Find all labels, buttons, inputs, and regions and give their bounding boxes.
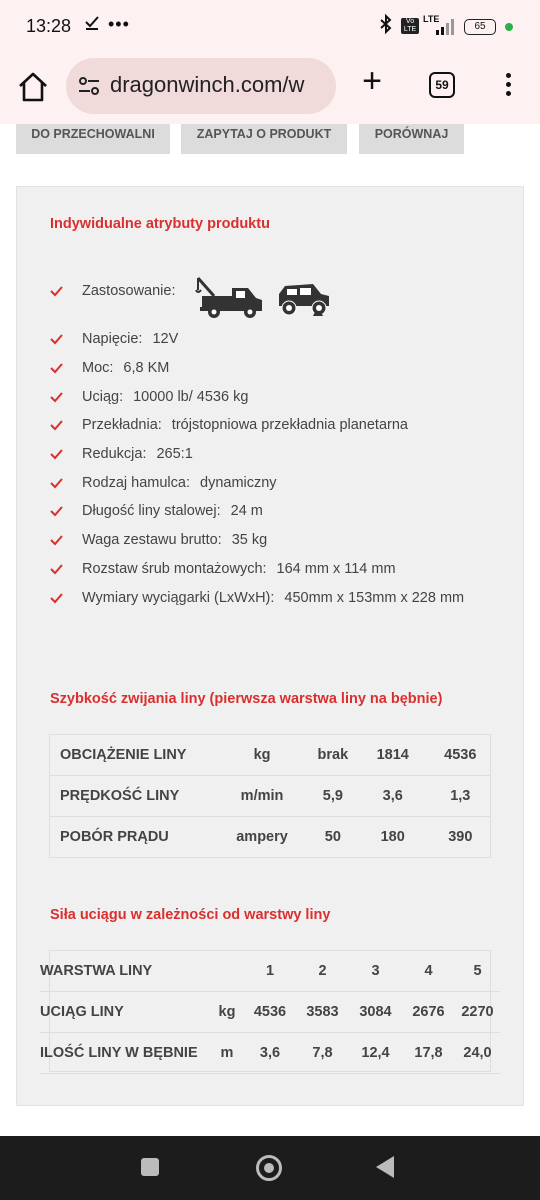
address-bar[interactable] [66,58,336,114]
table-cell: 3084 [349,992,402,1033]
attribute-label: Długość liny stalowej: [82,503,221,519]
table-cell: 3 [349,951,402,992]
table-cell: UCIĄG LINY [40,992,210,1033]
bluetooth-icon [378,14,394,39]
table-cell: brak [311,735,355,776]
table-cell: 12,4 [349,1033,402,1074]
force-table [40,951,500,1074]
attribute-row [50,331,178,351]
attribute-row [50,446,193,466]
attribute-row [50,283,186,303]
attribute-value: 35 kg [231,532,268,548]
table-cell: 390 [431,817,491,858]
table-cell: OBCIĄŻENIE LINY [50,735,214,776]
table-cell: 4536 [244,992,296,1033]
table-row [50,735,491,776]
speed-table [49,734,491,858]
attribute-label: Waga zestawu brutto: [82,532,222,548]
table-cell: 17,8 [402,1033,455,1074]
network-type-label: LTE [423,14,440,24]
check-icon [50,334,63,344]
table-cell: 24,0 [455,1033,500,1074]
table-cell: m/min [213,776,311,817]
attribute-row [50,590,464,610]
attribute-label: Rodzaj hamulca: [82,475,190,491]
check-icon [50,564,63,574]
table-cell: PRĘDKOŚĆ LINY [50,776,214,817]
table-cell: 4536 [431,735,491,776]
attribute-value: 6,8 KM [123,360,170,376]
attributes-title: Indywidualne atrybuty produktu [50,216,270,232]
attribute-row [50,561,396,581]
table-cell: WARSTWA LINY [40,951,210,992]
table-cell: 4 [402,951,455,992]
force-table-title: Siła uciągu w zależności od warstwy liny [50,907,331,923]
table-cell: POBÓR PRĄDU [50,817,214,858]
signal-icon [434,18,458,41]
attribute-row [50,503,263,523]
store-button[interactable]: DO PRZECHOWALNI [16,124,170,154]
attribute-row [50,389,248,409]
attribute-value: trójstopniowa przekładnia planetarna [171,417,408,433]
ask-product-button[interactable]: ZAPYTAJ O PRODUKT [181,124,347,154]
url-text[interactable]: dragonwinch.com/w [110,72,305,97]
check-icon [50,506,63,516]
more-notifications-icon: ••• [108,14,130,34]
attribute-label: Wymiary wyciągarki (LxWxH): [82,590,275,606]
attribute-label: Redukcja: [82,446,147,462]
browser-toolbar [0,56,540,124]
table-cell: 1,3 [431,776,491,817]
attribute-label: Napięcie: [82,331,143,347]
attribute-value: 164 mm x 114 mm [276,561,396,577]
table-cell: ampery [213,817,311,858]
check-icon [50,478,63,488]
attribute-label: Zastosowanie: [82,283,176,299]
table-cell: 7,8 [296,1033,349,1074]
table-row [50,776,491,817]
offroad-vehicle-icon [273,278,333,325]
home-nav-icon[interactable] [256,1155,282,1181]
table-row [40,992,500,1033]
attribute-row [50,475,277,495]
table-row [50,817,491,858]
recents-icon[interactable] [141,1158,159,1176]
table-cell: 3,6 [244,1033,296,1074]
table-cell: 180 [355,817,431,858]
site-settings-icon[interactable] [78,76,100,96]
tab-switcher-button[interactable]: 59 [429,72,455,98]
status-time: 13:28 [26,16,72,36]
check-icon [50,593,63,603]
check-icon [50,286,63,296]
privacy-indicator-dot [505,23,513,31]
table-cell [210,951,244,992]
attribute-value: 450mm x 153mm x 228 mm [284,590,465,606]
attribute-value: 10000 lb/ 4536 kg [133,389,249,405]
tow-truck-icon [194,274,264,325]
table-cell: kg [213,735,311,776]
table-cell: 50 [311,817,355,858]
new-tab-icon[interactable]: + [362,62,382,100]
home-icon[interactable] [16,70,50,104]
check-icon [50,392,63,402]
check-icon [50,535,63,545]
table-cell: 1814 [355,735,431,776]
check-icon [50,449,63,459]
attribute-value: dynamiczny [200,475,277,491]
table-row [40,1033,500,1074]
compare-button[interactable]: PORÓWNAJ [359,124,464,154]
speed-table-title: Szybkość zwijania liny (pierwsza warstwa liny na bębnie) [50,691,443,707]
attribute-label: Przekładnia: [82,417,162,433]
back-icon[interactable] [376,1156,394,1178]
check-icon [50,363,63,373]
table-cell: 2676 [402,992,455,1033]
table-cell: 1 [244,951,296,992]
table-cell: m [210,1033,244,1074]
system-navigation-bar [0,1136,540,1200]
download-done-icon [84,14,100,35]
table-cell: 2 [296,951,349,992]
force-table-scroll-container[interactable] [40,950,494,1072]
table-cell: ILOŚĆ LINY W BĘBNIE [40,1033,210,1074]
table-row [40,951,500,992]
status-bar [0,0,540,56]
table-cell: kg [210,992,244,1033]
more-menu-icon[interactable] [498,70,518,98]
attribute-label: Moc: [82,360,114,376]
attribute-value: 12V [152,331,179,347]
attribute-row [50,417,408,437]
attribute-row [50,360,169,380]
attribute-value: 24 m [230,503,263,519]
table-cell: 2270 [455,992,500,1033]
attribute-value: 265:1 [156,446,193,462]
attribute-label: Uciąg: [82,389,124,405]
attribute-row [50,532,267,552]
attribute-label: Rozstaw śrub montażowych: [82,561,267,577]
check-icon [50,420,63,430]
table-cell: 5 [455,951,500,992]
volte-icon: Vo LTE [401,18,419,34]
battery-icon: 65 [464,19,496,35]
table-cell: 3,6 [355,776,431,817]
table-cell: 3583 [296,992,349,1033]
table-cell: 5,9 [311,776,355,817]
